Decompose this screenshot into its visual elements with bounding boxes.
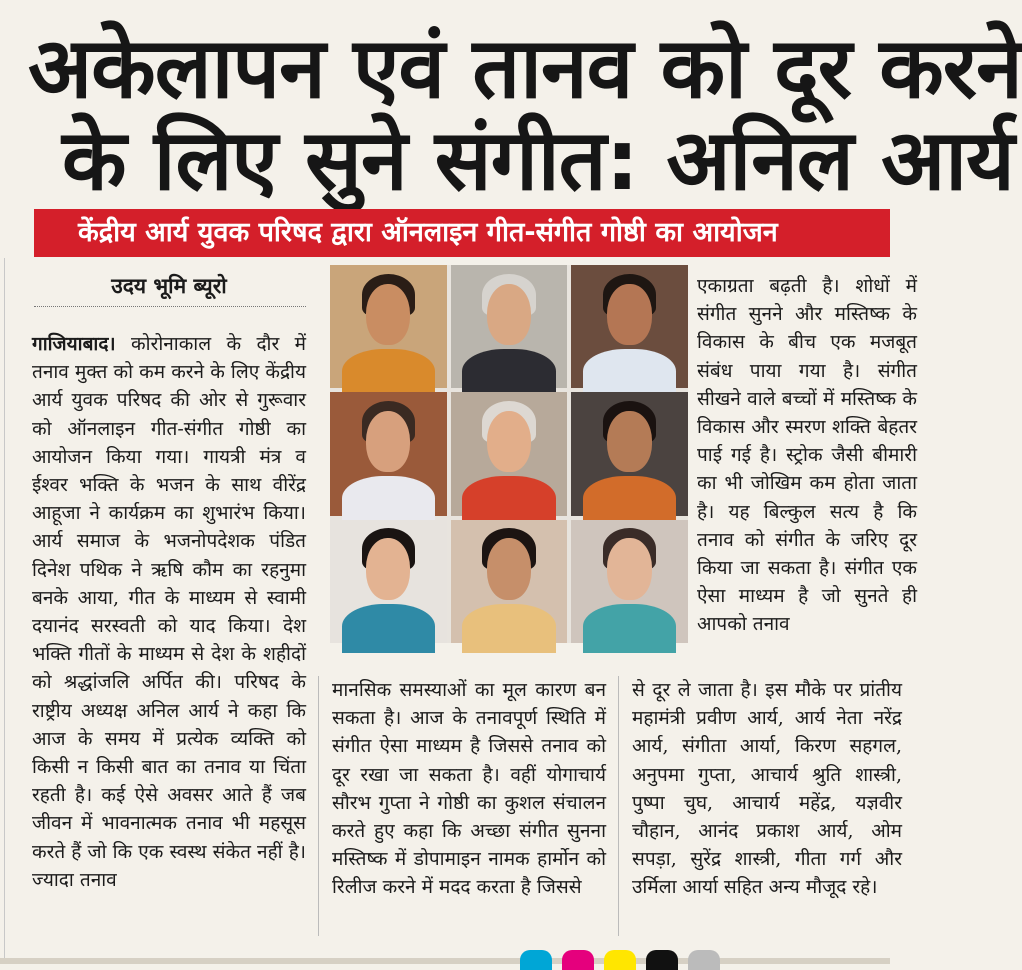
person-face [487, 411, 531, 473]
participant-photo [330, 520, 447, 643]
participant-photo [451, 520, 568, 643]
black-mark [646, 950, 678, 970]
cyan-mark [520, 950, 552, 970]
headline-line-1: अकेलापन एवं तानव को दूर करने [28, 19, 1022, 117]
person-body [342, 604, 435, 653]
participant-photo [451, 265, 568, 388]
headline-line-2: के लिए सुने संगीत: अनिल आर्य [62, 111, 1014, 209]
person-body [583, 476, 676, 525]
grey-mark [688, 950, 720, 970]
column-3-bottom-text: से दूर ले जाता है। इस मौके पर प्रांतीय महामंत्री प्रवीण आर्य, आर्य नेता नरेंद्र आर्य, संगीता आर्या, किरण सहगल, अनुपमा गुप्ता, आचार्य श्रुति शास्त्री, पुष्पा चुघ, आचार्य महेंद्र, यज्ञवीर चौहान, आनंद प्रकाश आर्य, ओम सपड़ा, सुरेंद्र शास्त्री, गीता गर्ग और उर्मिला आर्या सहित अन्य मौजूद रहे। [632, 679, 902, 899]
participant-photo [330, 265, 447, 388]
article-column-3-bottom [632, 676, 902, 902]
byline: उदय भूमि ब्यूरो [111, 274, 227, 298]
photo-grid [330, 265, 688, 643]
participant-photo [571, 265, 688, 388]
person-body [462, 349, 555, 398]
column-3-top-text: एकाग्रता बढ़ती है। शोधों में संगीत सुनने और मस्तिष्क के विकास के बीच एक मजबूत संबंध पाया गया है। संगीत सीखने वाले बच्चों में मस्तिष्क के विकास और स्मरण शक्ति बेहतर पाई गई है। स्ट्रोक जैसी बीमारी का भी जोखिम कम होता जाता है। यह बिल्कुल सत्य है कि तनाव को संगीत के जरिए दूर किया जा सकता है। संगीत एक ऐसा माध्यम है जो सुनते ही आपको तनाव [697, 275, 917, 636]
page-edge-rule [4, 258, 5, 958]
yellow-mark [604, 950, 636, 970]
person-face [366, 538, 410, 600]
column-gutter [318, 676, 319, 936]
dateline: गाजियाबाद। [32, 333, 116, 355]
person-face [607, 411, 651, 473]
column-1-text: कोरोनाकाल के दौर में तनाव मुक्त को कम करने के लिए केंद्रीय आर्य युवक परिषद की ओर से गुरूवार को ऑनलाइन गीत-संगीत गोष्ठी का आयोजन किया गया। गायत्री मंत्र व ईश्वर भक्ति के भजन के साथ वीरेंद्र आहूजा ने कार्यक्रम का शुभारंभ किया। आर्य समाज के भजनोपदेशक पंडित दिनेश पथिक ने ऋषि कौम का रहनुमा बनके आया, गीत के माध्यम से स्वामी दयानंद सरस्वती को याद किया। देश भक्ति गीतों के माध्यम से देश के शहीदों को श्रद्धांजलि अर्पित की। परिषद के राष्ट्रीय अध्यक्ष अनिल आर्य ने कहा कि आज के समय में प्रत्येक व्यक्ति को किसी न किसी बात का तनाव या चिंता रहती है। कई ऐसे अवसर आते हैं जब जीवन में भावनात्मक तनाव भी महसूस करते हैं जो कि एक स्वस्थ संकेत नहीं है। ज्यादा तनाव [32, 333, 306, 891]
participant-photo [451, 392, 568, 515]
person-face [487, 284, 531, 346]
participant-photo [330, 392, 447, 515]
article-column-1 [32, 330, 306, 894]
page-bottom-strip [0, 958, 890, 964]
article-column-2 [332, 676, 606, 902]
person-body [583, 349, 676, 398]
magenta-mark [562, 950, 594, 970]
person-face [487, 538, 531, 600]
column-gutter [618, 676, 619, 936]
person-face [366, 284, 410, 346]
article-column-3-top [697, 272, 917, 639]
byline-divider [34, 306, 306, 307]
person-body [342, 476, 435, 525]
person-body [342, 349, 435, 398]
person-face [607, 538, 651, 600]
participant-photo [571, 520, 688, 643]
column-2-text: मानसिक समस्याओं का मूल कारण बन सकता है। आज के तनावपूर्ण स्थिति में संगीत ऐसा माध्यम है जिससे तनाव को दूर रखा जा सकता है। वहीं योगाचार्य सौरभ गुप्ता ने गोष्ठी का कुशल संचालन करते हुए कहा कि अच्छा संगीत सुनना मस्तिष्क में डोपामाइन नामक हार्मोन को रिलीज करने में मदद करता है जिससे [332, 679, 606, 899]
subheadline-banner: केंद्रीय आर्य युवक परिषद द्वारा ऑनलाइन गीत-संगीत गोष्ठी का आयोजन [34, 209, 890, 257]
person-face [366, 411, 410, 473]
person-face [607, 284, 651, 346]
person-body [583, 604, 676, 653]
participant-photo [571, 392, 688, 515]
person-body [462, 604, 555, 653]
person-body [462, 476, 555, 525]
